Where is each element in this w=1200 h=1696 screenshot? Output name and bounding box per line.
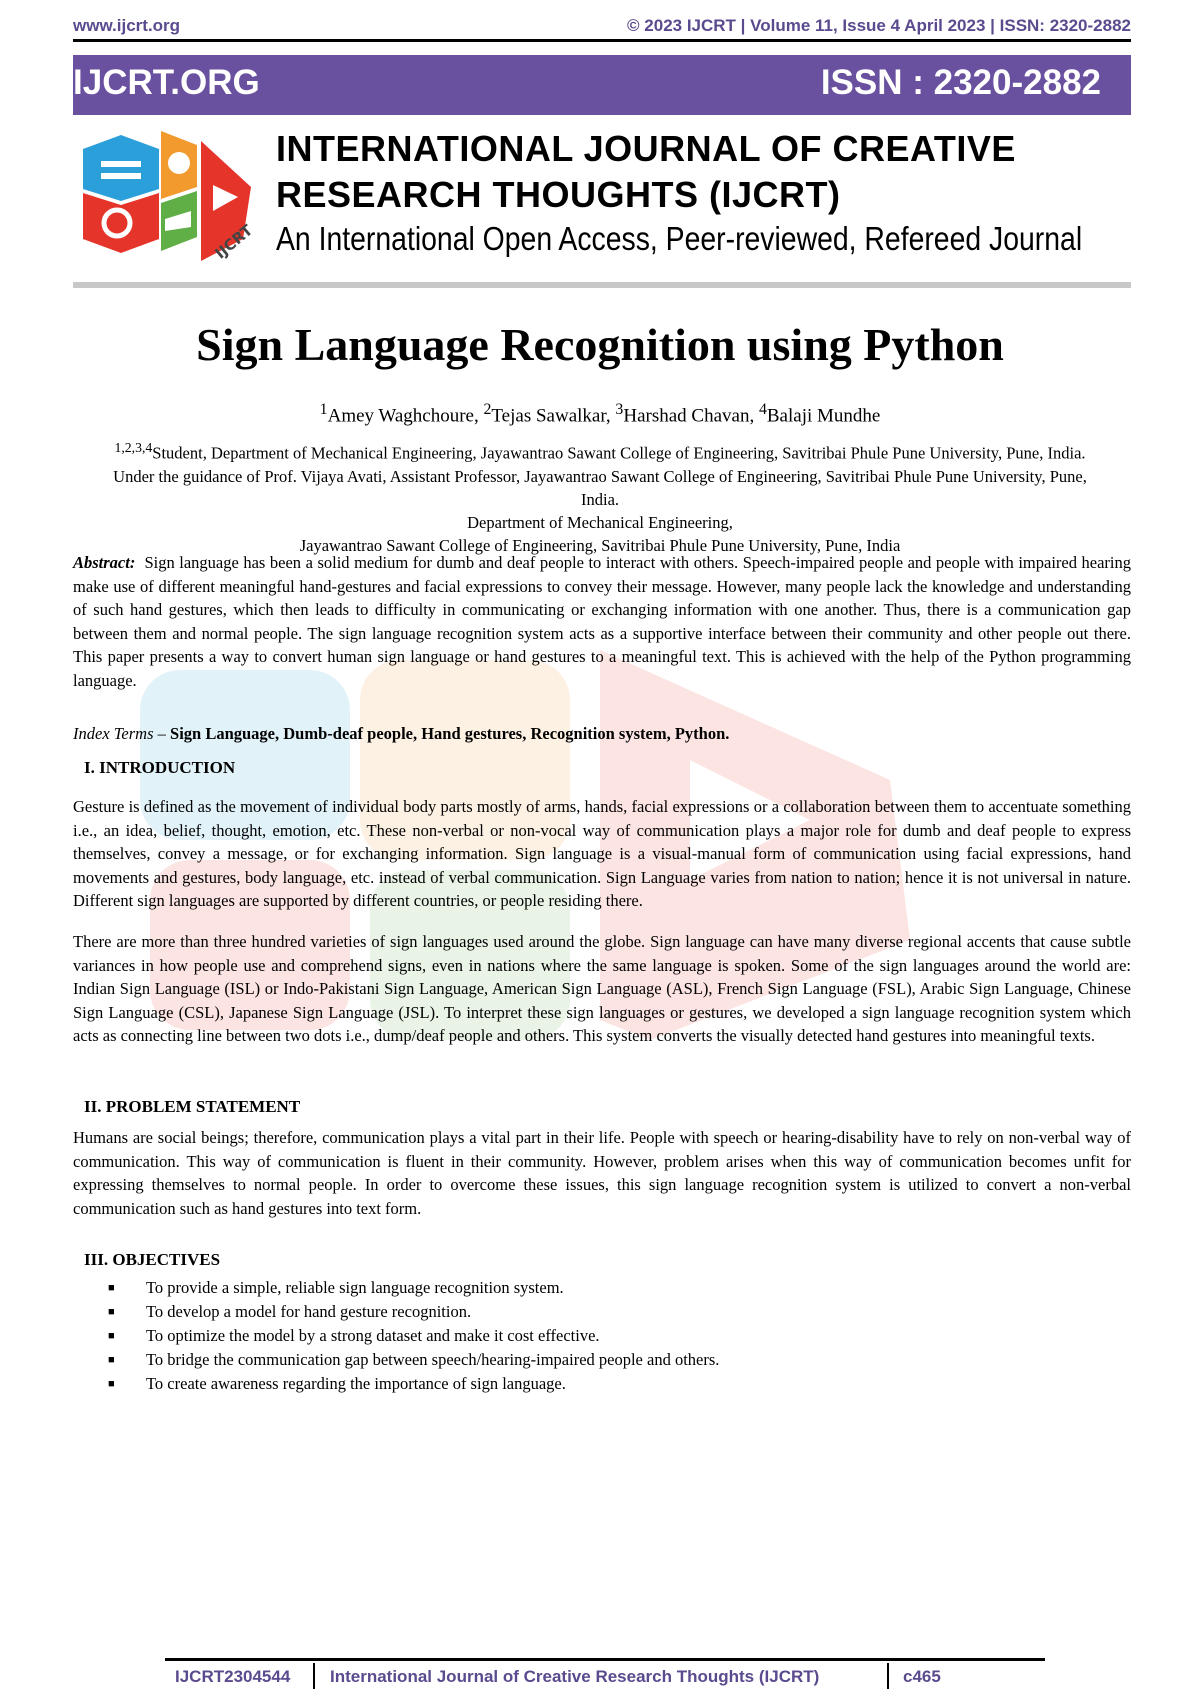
author-1-sup: 1 [319,401,328,418]
author-4: Balaji Mundhe [766,405,881,427]
logo-text: IJCRT [211,221,257,263]
footer-separator [887,1663,889,1689]
section-heading-introduction: I. INTRODUCTION [84,758,236,777]
affiliation-2: Under the guidance of Prof. Vijaya Avati, Assistant Professor, Jayawantrao Sawant College of Engineering, Savitribai Phule Pune University, Pune, India. [113,466,1087,509]
footer-journal-name: International Journal of Creative Research Thoughts (IJCRT) [330,1667,820,1686]
footer-separator [313,1663,315,1689]
journal-subtitle: An International Open Access, Peer-reviewed, Refereed Journal [276,220,1083,257]
list-item: ■ To optimize the model by a strong dataset and make it cost effective. [108,1324,719,1348]
author-list [0,401,1200,427]
list-item: ■ To provide a simple, reliable sign language recognition system. [108,1276,719,1300]
citation-info: © 2023 IJCRT | Volume 11, Issue 4 April 2023 | ISSN: 2320-2882 [627,16,1131,35]
page-header [73,12,1131,40]
affiliation-4: Jayawantrao Sawant College of Engineering, Savitribai Phule Pune University, Pune, India [299,535,901,555]
journal-title-line2: RESEARCH THOUGHTS (IJCRT) [276,174,841,215]
objectives-list [108,1276,719,1396]
journal-title [276,126,1136,218]
header-divider [73,39,1131,42]
index-terms-label: Index Terms – [73,724,166,743]
author-1: Amey Waghchoure, [327,405,484,427]
index-terms [73,722,1131,746]
author-4-sup: 4 [758,401,767,418]
author-3: Harshad Chavan, [623,405,759,427]
author-2-sup: 2 [483,401,492,418]
list-item: ■ To bridge the communication gap between speech/hearing-impaired people and others. [108,1348,719,1372]
footer-paper-id: IJCRT2304544 [175,1667,291,1686]
problem-paragraph: Humans are social beings; therefore, communication plays a vital part in their life. People with speech or hearing-disability have to rely on non-verbal way of communication. This way of communication is fluent in their community. However, problem arises when this way of communication becomes unfit for expressing themselves to normal people. In order to overcome these issues, this sign language recognition system is utilized to convert a non-verbal communication such as hand gestures into text form. [73,1128,1131,1218]
banner-site: IJCRT.ORG [73,63,260,102]
journal-banner [73,55,1131,115]
affiliation-sup: 1,2,3,4 [114,440,153,455]
section-heading-objectives: III. OBJECTIVES [84,1250,221,1269]
affiliations [95,436,1105,557]
index-terms-text: Sign Language, Dumb-deaf people, Hand gestures, Recognition system, Python. [170,724,730,743]
ijcrt-logo [73,127,273,267]
masthead-divider [73,282,1131,288]
list-item: ■ To create awareness regarding the importance of sign language. [108,1372,719,1396]
abstract-label: Abstract: [73,553,136,572]
abstract-text: Sign language has been a solid medium for dumb and deaf people to interact with others. Speech-impaired people and people with impaired hearing make use of different meaningful hand-gestures and facial expressions to convey their message. However, many people lack the knowledge and understanding of such hand gestures, which then leads to difficulty in communicating or exchanging information with one another. Thus, there is a communication gap between them and normal people. The sign language recognition system acts as a supportive interface between their community and other people out there. This paper presents a way to convert human sign language or hand gestures to a meaningful text. This is achieved with the help of the Python programming language. [73,553,1132,690]
website-link[interactable]: www.ijcrt.org [73,16,181,35]
footer-page-number: c465 [903,1667,941,1686]
affiliation-3: Department of Mechanical Engineering, [467,512,733,532]
abstract [73,551,1131,692]
author-3-sup: 3 [615,401,624,418]
banner-issn: ISSN : 2320-2882 [820,63,1101,102]
journal-title-line1: INTERNATIONAL JOURNAL OF CREATIVE [276,128,1016,169]
intro-paragraph-2: There are more than three hundred varieties of sign languages used around the globe. Sign language can have many diverse regional accents that cause subtle variances in how people use and comprehend signs, even in nations where the same language is spoken. Some of the sign languages around the world are: Indian Sign Language (ISL) or Indo-Pakistani Sign Language, American Sign Language (ASL), French Sign Language (FSL), Arabic Sign Language, Chinese Sign Language (CSL), Japanese Sign Language (JSL). To interpret these sign languages or gestures, we developed a sign language recognition system which acts as connecting line between two dots i.e., dump/deaf people and others. This system converts the visually detected hand gestures into meaningful texts. [73,932,1131,1045]
page-footer [165,1659,1045,1689]
author-2: Tejas Sawalkar, [491,405,616,427]
list-item: ■ To develop a model for hand gesture recognition. [108,1300,719,1324]
section-heading-problem: II. PROBLEM STATEMENT [84,1097,301,1116]
intro-paragraph-1: Gesture is defined as the movement of individual body parts mostly of arms, hands, facial expressions or a collaboration between them to accentuate something i.e., an idea, belief, thought, emotion, etc. These non-verbal or non-vocal way of communication plays a major role for dumb and deaf people to express themselves, convey a message, or for exchanging information. Sign language is a visual-manual form of communication using facial expressions, hand movements and gestures, body language, etc. instead of verbal communication. Sign Language varies from nation to nation; hence it is not universal in nature. Different sign languages are supported by different countries, or people residing there. [73,797,1131,910]
affiliation-1: $^{1,2,3,4}$Student, Department of Mechanical Engineering, Jayawantrao Sawant College of Engineering, Savitribai Phule Pune University, Pune, India. [114,440,1086,463]
paper-title: Sign Language Recognition using Python [196,319,1004,370]
